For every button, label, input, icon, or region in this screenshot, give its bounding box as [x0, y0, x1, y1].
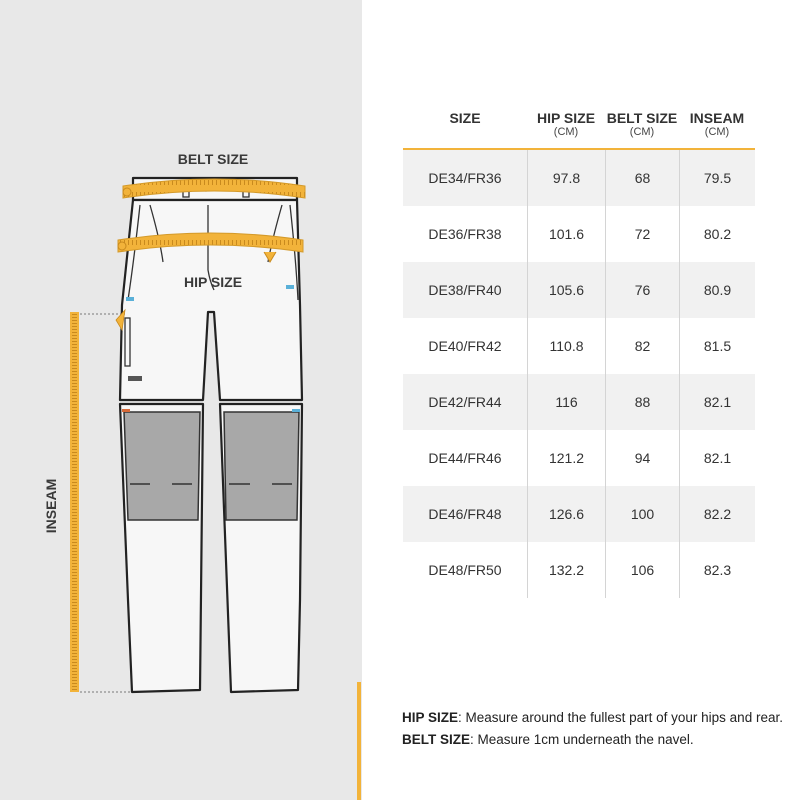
size-table — [403, 108, 755, 598]
table-row: DE36/FR38 101.6 72 80.2 — [403, 206, 755, 262]
inseam-label: INSEAM — [43, 478, 59, 534]
belt-size-note: BELT SIZE: Measure 1cm underneath the navel. — [402, 732, 694, 747]
pants-illustration — [0, 0, 362, 800]
header-hip-size: HIP SIZE (CM) — [536, 110, 596, 138]
table-row: DE42/FR44 116 88 82.1 — [403, 374, 755, 430]
knee-panels — [124, 412, 299, 520]
hip-size-label: HIP SIZE — [183, 274, 243, 290]
table-row: DE44/FR46 121.2 94 82.1 — [403, 430, 755, 486]
table-row: DE48/FR50 132.2 106 82.3 — [403, 542, 755, 598]
accent-bar — [357, 682, 361, 800]
table-header — [403, 108, 755, 150]
measurement-notes — [402, 707, 792, 751]
hip-size-note: HIP SIZE: Measure around the fullest part of your hips and rear. — [402, 710, 783, 725]
header-size: SIZE — [449, 110, 481, 126]
table-row: DE40/FR42 110.8 82 81.5 — [403, 318, 755, 374]
belt-size-label: BELT SIZE — [177, 151, 249, 167]
header-belt-size: BELT SIZE (CM) — [606, 110, 678, 138]
table-row: DE34/FR36 97.8 68 79.5 — [403, 150, 755, 206]
table-row: DE38/FR40 105.6 76 80.9 — [403, 262, 755, 318]
table-row: DE46/FR48 126.6 100 82.2 — [403, 486, 755, 542]
header-inseam: INSEAM (CM) — [689, 110, 745, 138]
